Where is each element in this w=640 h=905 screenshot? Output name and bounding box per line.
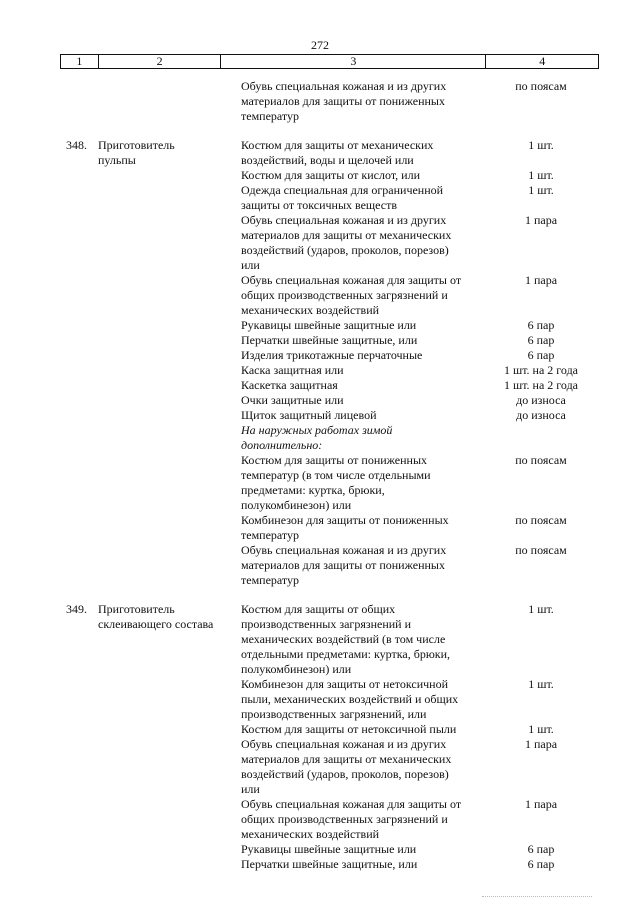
issue-norm: по поясам: [515, 513, 567, 527]
issue-norm: [486, 153, 596, 168]
issue-norm: 1 пара: [524, 737, 558, 751]
item-number: [66, 617, 98, 632]
issue-norm: [486, 288, 596, 303]
table-row: [66, 348, 596, 363]
item-number: [66, 498, 98, 513]
issue-norm: [486, 228, 596, 243]
ppe-item: Костюм для защиты от нетоксичной пыли: [241, 722, 457, 736]
profession-name: [98, 303, 241, 318]
issue-norm: [486, 767, 596, 782]
item-number: [66, 782, 98, 797]
item-number: [66, 288, 98, 303]
profession-name: [98, 438, 241, 453]
table-row: [66, 363, 596, 378]
table-row: [66, 513, 596, 528]
ppe-item: Очки защитные или: [241, 393, 344, 407]
table-body: [66, 79, 596, 872]
ppe-item: общих производственных загрязнений и: [241, 812, 448, 826]
profession-name: [98, 707, 241, 722]
issue-norm: по поясам: [515, 453, 567, 467]
issue-norm: [486, 632, 596, 647]
table-row: [66, 333, 596, 348]
item-number: [66, 303, 98, 318]
profession-name: [98, 363, 241, 378]
ppe-item: дополнительно:: [241, 438, 323, 452]
table-row: [66, 228, 596, 243]
item-number: [66, 842, 98, 857]
column-header-2: 2: [99, 55, 222, 68]
table-row: [66, 153, 596, 168]
table-row: [66, 528, 596, 543]
ppe-item: Обувь специальная кожаная и из других: [241, 543, 447, 557]
profession-name: [98, 498, 241, 513]
ppe-item: общих производственных загрязнений и: [241, 288, 448, 302]
ppe-item: Изделия трикотажные перчаточные: [241, 348, 423, 362]
ppe-item: Рукавицы швейные защитные или: [241, 842, 417, 856]
profession-name: [98, 79, 241, 94]
ppe-item: Костюм для защиты от общих: [241, 602, 396, 616]
issue-norm: 1 шт.: [528, 677, 554, 691]
item-number: [66, 348, 98, 363]
issue-norm: [486, 498, 596, 513]
item-number: [66, 722, 98, 737]
issue-norm: до износа: [516, 408, 566, 422]
item-number: [66, 318, 98, 333]
issue-norm: [486, 198, 596, 213]
table-row: [66, 258, 596, 273]
profession-name: [98, 483, 241, 498]
profession-name: [98, 393, 241, 408]
item-number: [66, 393, 98, 408]
issue-norm: 6 пар: [527, 857, 555, 871]
table-row: [66, 138, 596, 153]
bottom-dotted-line: [482, 896, 592, 897]
issue-norm: [486, 662, 596, 677]
item-number: [66, 632, 98, 647]
table-row: [66, 827, 596, 842]
item-number: [66, 228, 98, 243]
profession-name: [98, 737, 241, 752]
ppe-item: Костюм для защиты от пониженных: [241, 453, 428, 467]
item-number: [66, 243, 98, 258]
item-number: [66, 183, 98, 198]
item-number: [66, 213, 98, 228]
table-row: [66, 378, 596, 393]
profession-name: [98, 677, 241, 692]
profession-name: [98, 558, 241, 573]
table-row: [66, 602, 596, 617]
ppe-item: Рукавицы швейные защитные или: [241, 318, 417, 332]
item-number: [66, 408, 98, 423]
ppe-item: Комбинезон для защиты от нетоксичной: [241, 677, 449, 691]
issue-norm: [486, 423, 596, 438]
ppe-item: Обувь специальная кожаная и из других: [241, 213, 447, 227]
profession-name: [98, 453, 241, 468]
ppe-item: производственных загрязнений и: [241, 617, 412, 631]
profession-name: [98, 722, 241, 737]
profession-name: [98, 318, 241, 333]
item-number: [66, 647, 98, 662]
issue-norm: 1 шт.: [528, 138, 554, 152]
ppe-item: Обувь специальная кожаная и из других: [241, 79, 447, 93]
profession-name: [98, 408, 241, 423]
table-row: [66, 438, 596, 453]
issue-norm: [486, 827, 596, 842]
table-row: [66, 273, 596, 288]
ppe-item: воздействий (ударов, проколов, порезов): [241, 767, 449, 781]
item-number: [66, 707, 98, 722]
ppe-item: защиты от токсичных веществ: [241, 198, 398, 212]
profession-name: [98, 213, 241, 228]
issue-norm: [486, 468, 596, 483]
issue-norm: [486, 94, 596, 109]
item-number: [66, 153, 98, 168]
table-row: [66, 423, 596, 438]
item-number: [66, 258, 98, 273]
ppe-item: или: [241, 782, 260, 796]
issue-norm: [486, 558, 596, 573]
item-number: [66, 438, 98, 453]
issue-norm: [486, 243, 596, 258]
ppe-item: отдельными предметами: куртка, брюки,: [241, 647, 451, 661]
table-row: [66, 842, 596, 857]
item-number: 349.: [66, 602, 87, 616]
profession-name: [98, 647, 241, 662]
ppe-item: Комбинезон для защиты от пониженных: [241, 513, 449, 527]
issue-norm: до износа: [516, 393, 566, 407]
profession-name: [98, 168, 241, 183]
item-number: [66, 528, 98, 543]
issue-norm: 6 пар: [527, 318, 555, 332]
table-row: [66, 198, 596, 213]
profession-name: [98, 528, 241, 543]
profession-name: [98, 827, 241, 842]
profession-name: пульпы: [98, 153, 136, 167]
issue-norm: 1 шт. на 2 года: [503, 363, 579, 377]
ppe-item: Перчатки швейные защитные, или: [241, 333, 418, 347]
profession-name: [98, 812, 241, 827]
profession-name: Приготовитель: [98, 138, 175, 152]
issue-norm: [486, 109, 596, 124]
ppe-item: температур: [241, 109, 300, 123]
profession-name: [98, 109, 241, 124]
item-number: [66, 692, 98, 707]
table-row: [66, 737, 596, 752]
item-number: [66, 513, 98, 528]
table-row: [66, 243, 596, 258]
profession-name: [98, 767, 241, 782]
item-number: [66, 558, 98, 573]
table-row: [66, 707, 596, 722]
table-row: [66, 498, 596, 513]
issue-norm: [486, 528, 596, 543]
item-number: [66, 423, 98, 438]
item-number: [66, 378, 98, 393]
profession-name: склеивающего состава: [98, 617, 214, 631]
issue-norm: 1 шт.: [528, 602, 554, 616]
item-number: [66, 198, 98, 213]
table-row: [66, 393, 596, 408]
table-row: [66, 752, 596, 767]
profession-name: [98, 243, 241, 258]
ppe-item: На наружных работах зимой: [241, 423, 393, 437]
issue-norm: [486, 573, 596, 588]
issue-norm: [486, 692, 596, 707]
issue-norm: 6 пар: [527, 333, 555, 347]
table-row: [66, 168, 596, 183]
table-row: [66, 722, 596, 737]
issue-norm: 1 шт.: [528, 168, 554, 182]
table-row: [66, 812, 596, 827]
profession-name: [98, 513, 241, 528]
table-row: [66, 543, 596, 558]
section-spacer: [66, 124, 596, 138]
item-number: [66, 483, 98, 498]
ppe-item: температур: [241, 573, 300, 587]
table-row: [66, 94, 596, 109]
ppe-item: Каска защитная или: [241, 363, 344, 377]
item-number: [66, 94, 98, 109]
table-row: [66, 857, 596, 872]
column-header-3: 3: [221, 55, 486, 68]
ppe-item: пыли, механических воздействий и общих: [241, 692, 459, 706]
issue-norm: 1 шт.: [528, 183, 554, 197]
issue-norm: по поясам: [515, 79, 567, 93]
profession-name: [98, 183, 241, 198]
profession-name: [98, 782, 241, 797]
table-row: [66, 318, 596, 333]
profession-name: [98, 842, 241, 857]
profession-name: [98, 288, 241, 303]
ppe-item: материалов для защиты от пониженных: [241, 558, 445, 572]
profession-name: [98, 273, 241, 288]
column-header-1: 1: [61, 55, 99, 68]
table-row: [66, 213, 596, 228]
ppe-item: температур: [241, 528, 300, 542]
item-number: [66, 752, 98, 767]
ppe-item: механических воздействий: [241, 303, 380, 317]
ppe-item: предметами: куртка, брюки,: [241, 483, 385, 497]
item-number: [66, 333, 98, 348]
item-number: [66, 812, 98, 827]
item-number: [66, 468, 98, 483]
profession-name: [98, 752, 241, 767]
table-row: [66, 632, 596, 647]
ppe-item: производственных загрязнений, или: [241, 707, 427, 721]
issue-norm: 6 пар: [527, 348, 555, 362]
item-number: [66, 273, 98, 288]
issue-norm: [486, 752, 596, 767]
table-row: [66, 692, 596, 707]
ppe-item: воздействий (ударов, проколов, порезов): [241, 243, 449, 257]
profession-name: [98, 228, 241, 243]
table-row: [66, 303, 596, 318]
table-row: [66, 79, 596, 94]
issue-norm: [486, 483, 596, 498]
issue-norm: 1 пара: [524, 213, 558, 227]
ppe-item: полукомбинезон) или: [241, 662, 352, 676]
table-row: [66, 617, 596, 632]
table-row: [66, 767, 596, 782]
issue-norm: [486, 812, 596, 827]
ppe-item: Обувь специальная кожаная для защиты от: [241, 797, 462, 811]
table-row: [66, 797, 596, 812]
profession-name: [98, 198, 241, 213]
table-row: [66, 558, 596, 573]
column-header-row: [60, 54, 599, 69]
table-row: [66, 468, 596, 483]
ppe-item: Обувь специальная кожаная и из других: [241, 737, 447, 751]
profession-name: [98, 94, 241, 109]
item-number: [66, 543, 98, 558]
ppe-item: воздействий, воды и щелочей или: [241, 153, 414, 167]
profession-name: [98, 543, 241, 558]
profession-name: [98, 468, 241, 483]
issue-norm: [486, 782, 596, 797]
ppe-item: материалов для защиты от пониженных: [241, 94, 445, 108]
item-number: [66, 168, 98, 183]
profession-name: [98, 692, 241, 707]
issue-norm: [486, 303, 596, 318]
issue-norm: 6 пар: [527, 842, 555, 856]
item-number: [66, 767, 98, 782]
table-row: [66, 782, 596, 797]
issue-norm: [486, 617, 596, 632]
table-row: [66, 662, 596, 677]
issue-norm: 1 шт.: [528, 722, 554, 736]
issue-norm: [486, 258, 596, 273]
table-row: [66, 408, 596, 423]
table-row: [66, 109, 596, 124]
profession-name: [98, 662, 241, 677]
ppe-item: Каскетка защитная: [241, 378, 338, 392]
profession-name: [98, 573, 241, 588]
ppe-item: Перчатки швейные защитные, или: [241, 857, 418, 871]
ppe-item: полукомбинезон) или: [241, 498, 352, 512]
item-number: 348.: [66, 138, 87, 152]
ppe-item: механических воздействий: [241, 827, 380, 841]
item-number: [66, 453, 98, 468]
page-number: 272: [311, 38, 329, 52]
table-row: [66, 183, 596, 198]
item-number: [66, 677, 98, 692]
table-row: [66, 677, 596, 692]
ppe-item: материалов для защиты от механических: [241, 752, 452, 766]
table-row: [66, 573, 596, 588]
item-number: [66, 662, 98, 677]
profession-name: [98, 333, 241, 348]
ppe-item: температур (в том числе отдельными: [241, 468, 431, 482]
table-row: [66, 453, 596, 468]
ppe-item: Костюм для защиты от кислот, или: [241, 168, 420, 182]
item-number: [66, 857, 98, 872]
column-header-4: 4: [539, 54, 546, 68]
item-number: [66, 573, 98, 588]
issue-norm: по поясам: [515, 543, 567, 557]
ppe-item: Щиток защитный лицевой: [241, 408, 377, 422]
section-spacer: [66, 588, 596, 602]
profession-name: [98, 378, 241, 393]
item-number: [66, 79, 98, 94]
issue-norm: [486, 707, 596, 722]
issue-norm: [486, 438, 596, 453]
ppe-item: Обувь специальная кожаная для защиты от: [241, 273, 462, 287]
profession-name: Приготовитель: [98, 602, 175, 616]
ppe-item: или: [241, 258, 260, 272]
profession-name: [98, 857, 241, 872]
profession-name: [98, 632, 241, 647]
table-row: [66, 483, 596, 498]
ppe-item: Одежда специальная для ограниченной: [241, 183, 444, 197]
item-number: [66, 109, 98, 124]
issue-norm: 1 пара: [524, 797, 558, 811]
profession-name: [98, 258, 241, 273]
ppe-item: механических воздействий (в том числе: [241, 632, 446, 646]
item-number: [66, 827, 98, 842]
item-number: [66, 363, 98, 378]
item-number: [66, 737, 98, 752]
issue-norm: [486, 647, 596, 662]
issue-norm: 1 шт. на 2 года: [503, 378, 579, 392]
table-row: [66, 647, 596, 662]
table-row: [66, 288, 596, 303]
profession-name: [98, 423, 241, 438]
ppe-item: Костюм для защиты от механических: [241, 138, 434, 152]
issue-norm: 1 пара: [524, 273, 558, 287]
profession-name: [98, 348, 241, 363]
profession-name: [98, 797, 241, 812]
ppe-item: материалов для защиты от механических: [241, 228, 452, 242]
item-number: [66, 797, 98, 812]
